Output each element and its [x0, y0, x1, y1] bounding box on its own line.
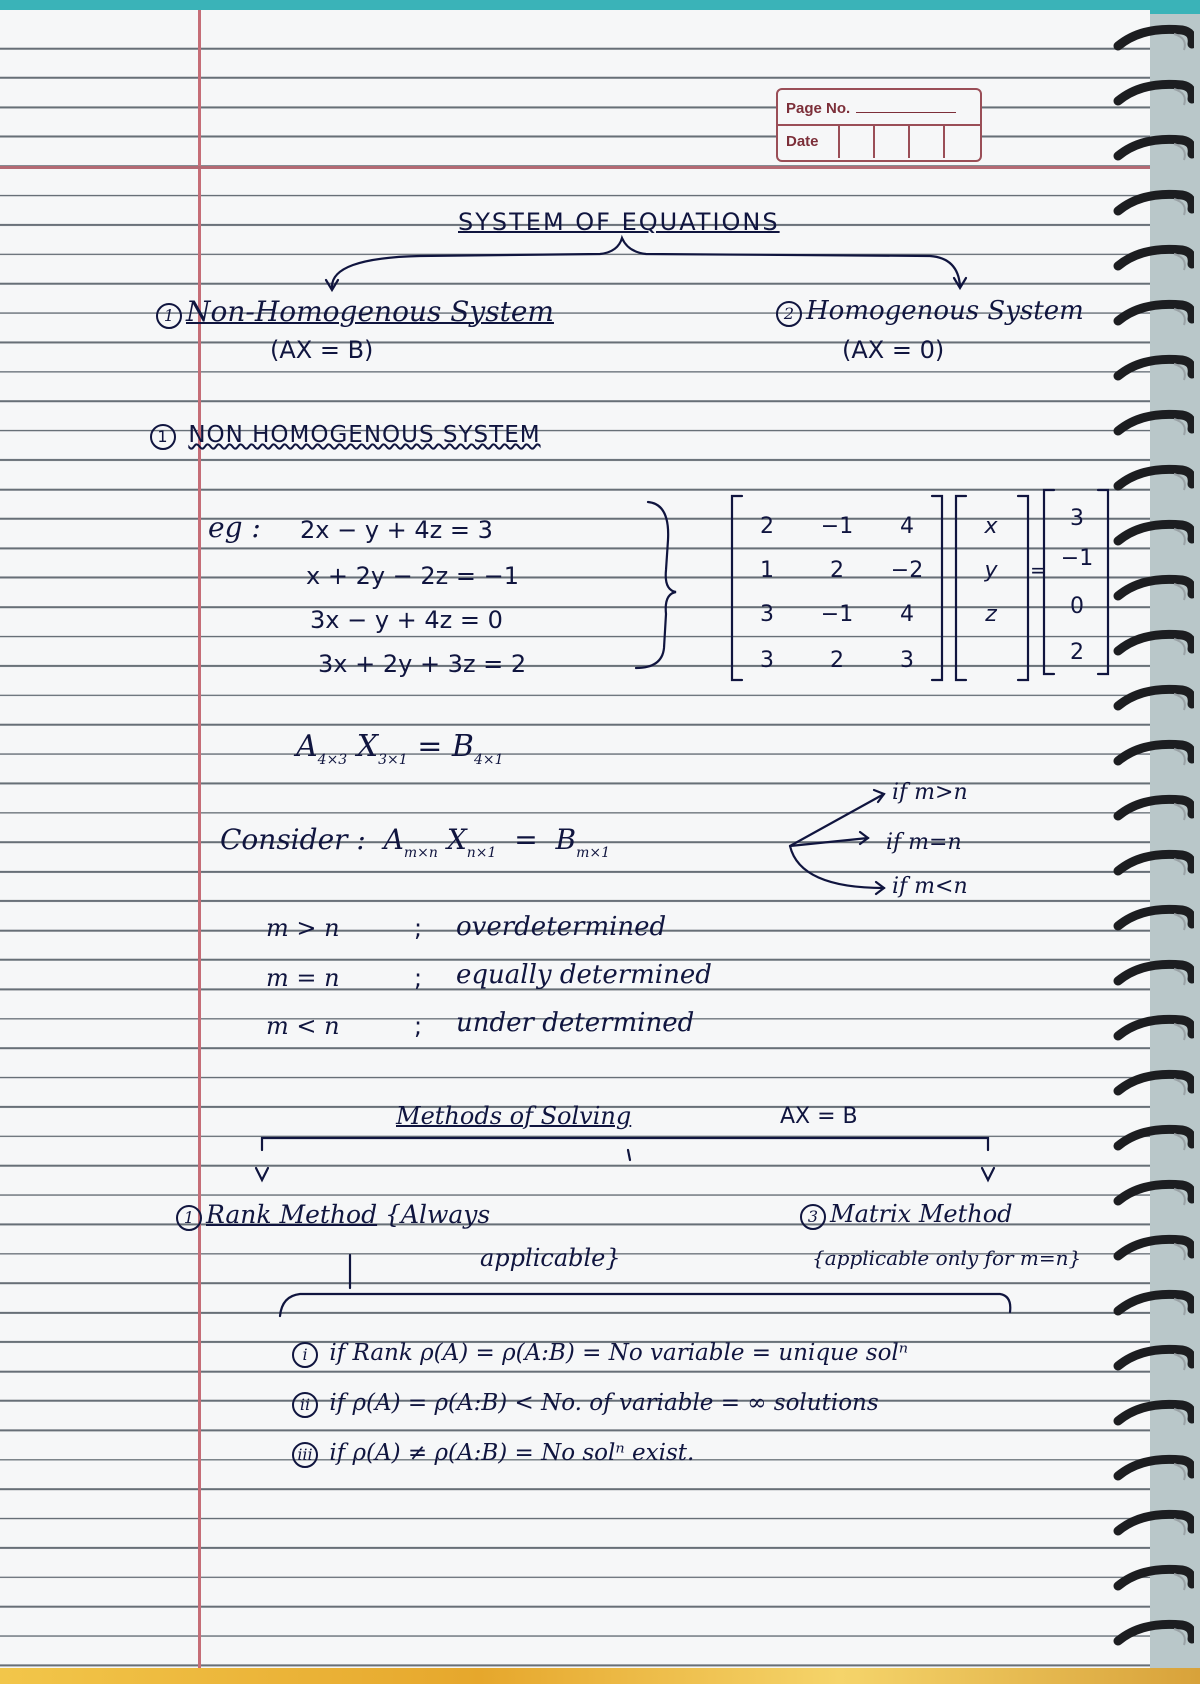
vector-b-cell: 0	[1070, 594, 1084, 619]
rank-case-3-number: iii	[292, 1442, 318, 1468]
method-right	[800, 1202, 1013, 1230]
rank-cases-bracket	[280, 1294, 1010, 1316]
case-2: if m=n	[886, 830, 962, 855]
matrix-a-cell: −1	[820, 602, 854, 627]
matrix-a-cell: 4	[900, 514, 914, 539]
determined-text-1: overdetermined	[456, 912, 667, 942]
consider-x: X	[446, 823, 467, 856]
consider-equation	[220, 823, 611, 861]
vector-x-cell: z	[985, 602, 997, 627]
case-1: if m>n	[892, 780, 968, 805]
page-no-label: Page No.	[786, 100, 851, 117]
matrix-a-cell: 3	[900, 648, 914, 673]
branch-right-form: (AX = 0)	[842, 336, 945, 364]
vector-b-cell: −1	[1060, 546, 1094, 571]
consider-eq: =	[514, 823, 538, 856]
matrix-a-cell: 1	[760, 558, 774, 583]
rank-case-1-text: if Rank ρ(A) = ρ(A:B) = No variable = unique solⁿ	[329, 1340, 909, 1366]
dim-a: A	[296, 729, 318, 764]
vector-x-left-bracket	[956, 496, 966, 680]
vector-b-cell: 3	[1070, 506, 1084, 531]
method-left	[176, 1202, 490, 1231]
matrix-a-left-bracket	[732, 496, 742, 680]
equation-4: 3x + 2y + 3z = 2	[318, 650, 527, 678]
rank-case-1	[292, 1342, 908, 1368]
section-number: 1	[150, 424, 176, 450]
determined-cond-1: m > n	[266, 914, 340, 942]
matrix-a-right-bracket	[932, 496, 942, 680]
matrix-a-cell: 3	[760, 602, 774, 627]
methods-arrow-left	[256, 1168, 268, 1180]
matrix-a-cell: 2	[760, 514, 774, 539]
branch-left-number: 1	[156, 303, 182, 329]
consider-a-sub: m×n	[403, 845, 438, 861]
vector-x-cell: y	[984, 558, 998, 583]
rank-case-2	[292, 1392, 879, 1418]
consider-b: B	[555, 823, 577, 856]
rank-case-2-number: ii	[292, 1392, 318, 1418]
determined-sep-1: ;	[414, 914, 423, 942]
rank-case-1-number: i	[292, 1342, 318, 1368]
matrix-a-cell: 4	[900, 602, 914, 627]
dim-eq: =	[417, 729, 443, 764]
consider-a: A	[383, 823, 404, 856]
determined-cond-2: m = n	[266, 964, 340, 992]
method-left-note-1: {Always	[385, 1200, 491, 1229]
matrix-a-cell: 3	[760, 648, 774, 673]
case-3: if m<n	[892, 874, 968, 899]
equations-brace	[636, 502, 676, 668]
determined-text-3: under determined	[456, 1008, 695, 1038]
methods-title-equation: AX = B	[780, 1104, 858, 1129]
dim-b: B	[451, 729, 474, 764]
matrix-a-cell: 2	[830, 648, 844, 673]
branch-left	[156, 295, 554, 329]
rank-case-3	[292, 1442, 694, 1468]
matrix-equals-sign: =	[1030, 558, 1047, 582]
methods-title: Methods of Solving	[396, 1102, 632, 1130]
section-heading-text: NON HOMOGENOUS SYSTEM	[188, 422, 541, 448]
branch-left-name: Non-Homogenous System	[186, 295, 554, 328]
equation-3: 3x − y + 4z = 0	[310, 606, 503, 634]
vector-x-right-bracket	[1018, 496, 1028, 680]
rank-case-2-text: if ρ(A) = ρ(A:B) < No. of variable = ∞ solutions	[329, 1390, 879, 1416]
methods-tick	[628, 1150, 630, 1160]
rank-case-3-text: if ρ(A) ≠ ρ(A:B) = No solⁿ exist.	[329, 1440, 695, 1466]
page-title: SYSTEM OF EQUATIONS	[458, 208, 780, 236]
title-brace	[332, 238, 960, 288]
case-arrow-up	[790, 794, 884, 846]
matrix-a-cell: −1	[820, 514, 854, 539]
date-label: Date	[786, 133, 819, 150]
vector-b-cell: 2	[1070, 640, 1084, 665]
methods-bracket	[262, 1138, 988, 1150]
dim-x-sub: 3×1	[378, 752, 408, 768]
dimension-equation	[296, 729, 504, 768]
consider-label: Consider :	[220, 823, 366, 856]
case-arrow-down	[790, 846, 884, 888]
method-left-name: Rank Method	[206, 1200, 378, 1229]
determined-text-2: equally determined	[456, 960, 712, 990]
equation-2: x + 2y − 2z = −1	[306, 562, 520, 590]
equation-1: 2x − y + 4z = 3	[300, 516, 493, 544]
method-right-number: 3	[800, 1204, 826, 1230]
dim-x: X	[356, 729, 379, 764]
vector-x-cell: x	[984, 514, 998, 539]
section-heading	[150, 424, 541, 450]
consider-b-sub: m×1	[576, 845, 611, 861]
determined-sep-2: ;	[414, 964, 423, 992]
determined-sep-3: ;	[414, 1012, 423, 1040]
branch-left-form: (AX = B)	[270, 336, 374, 364]
method-left-number: 1	[176, 1205, 202, 1231]
branch-right-name: Homogenous System	[806, 296, 1084, 326]
method-right-note: {applicable only for m=n}	[812, 1246, 1082, 1270]
method-right-name: Matrix Method	[830, 1200, 1013, 1228]
dim-b-sub: 4×1	[473, 752, 504, 768]
dim-a-sub: 4×3	[317, 752, 348, 768]
determined-cond-3: m < n	[266, 1012, 340, 1040]
method-left-note-2: applicable}	[480, 1244, 621, 1272]
branch-right-number: 2	[776, 301, 802, 327]
matrix-a-cell: 2	[830, 558, 844, 583]
example-prefix: eg :	[208, 511, 261, 544]
matrix-a-cell: −2	[890, 558, 924, 583]
branch-right	[776, 298, 1084, 327]
consider-x-sub: n×1	[466, 845, 497, 861]
methods-arrow-right	[982, 1168, 994, 1180]
